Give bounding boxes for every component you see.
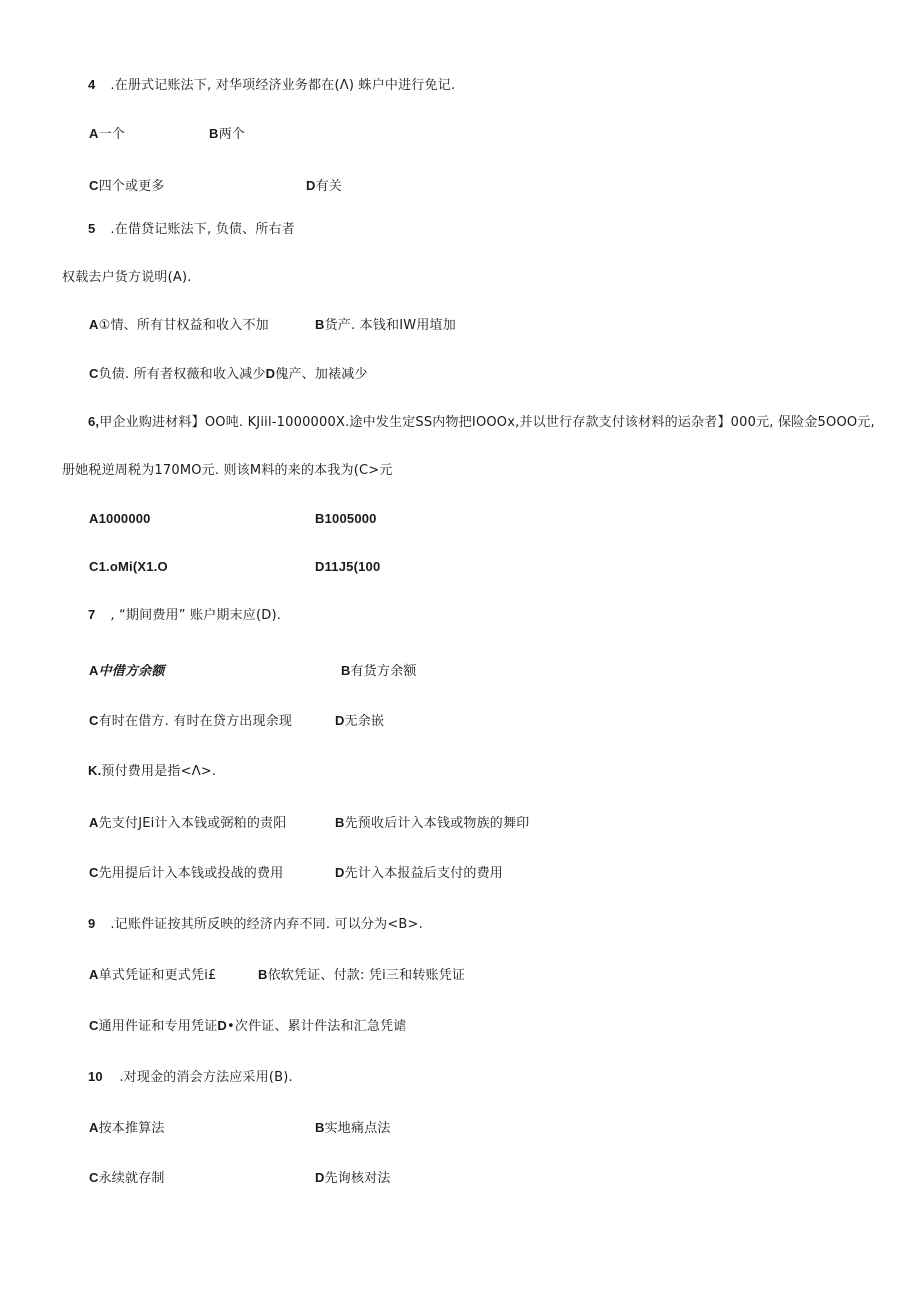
option-letter: D (315, 1170, 325, 1185)
question-5-option-b (315, 316, 456, 335)
question-6-option-c (89, 558, 168, 576)
option-letter: D (306, 178, 316, 193)
option-text: 单式凭证和更式凭i£ (98, 968, 217, 983)
question-number: 4 (88, 77, 96, 92)
option-letter: C (89, 178, 99, 193)
question-6-stem-continued: 册她税逆周税为170MO元. 则该M料的来的本我为(C>元 (62, 463, 393, 478)
option-letter: A (89, 126, 99, 141)
option-text: 有关 (315, 179, 342, 194)
question-9-option-c-d (89, 1017, 406, 1036)
question-number: 7 (88, 607, 96, 622)
option-letter: D (265, 366, 276, 381)
option-letter: B (341, 663, 351, 678)
question-4-option-b (209, 125, 245, 144)
question-4-stem (88, 76, 455, 95)
option-text: 两个 (218, 127, 245, 142)
question-10-stem (88, 1068, 293, 1087)
option-letter: C (89, 865, 99, 880)
option-text: 先预收后计入本钱或物族的舞印 (344, 816, 530, 831)
question-9-option-a (89, 966, 216, 985)
option-letter: A (89, 815, 99, 830)
option-text: 通用件证和专用凭证 (98, 1019, 218, 1034)
option-letter: A (89, 967, 99, 982)
option-text: 有货方余额 (350, 664, 417, 679)
option-letter: C (89, 713, 99, 728)
option-text: 货产. 本钱和IW用埴加 (324, 318, 456, 333)
question-5-option-a (89, 316, 269, 335)
option-text: 实地痛点法 (324, 1121, 391, 1136)
question-text: .记账件证按其所反映的经济内弃不同. 可以分为<B>. (106, 917, 423, 932)
option-letter: C (89, 1018, 99, 1033)
option-letter: A (89, 511, 99, 526)
question-number: K. (88, 763, 102, 778)
option-text: ①情、所有甘权益和收入不加 (98, 318, 269, 333)
question-text: .在借贷记账法下, 负债、所右者 (106, 222, 295, 237)
question-8-option-d (335, 864, 503, 883)
question-6-option-b (315, 510, 377, 528)
question-10-option-b (315, 1119, 391, 1138)
question-9-stem (88, 915, 423, 934)
question-text: 甲企业购进材料】OO吨. KJiil-1000000X.途中发生定SS内物把IOOOx,并以世行存款支付该材料的运杂者】000元, 保险金5OOO元, (99, 415, 875, 430)
option-letter: B (315, 1120, 325, 1135)
option-text: 中借方余额 (98, 664, 165, 679)
question-text: , “期间费用” 账户期末应(D). (106, 608, 282, 623)
option-letter: C (89, 366, 99, 381)
question-7-option-d (335, 712, 384, 731)
option-text: 傀产、加裱减少 (275, 367, 368, 382)
option-letter: C (89, 559, 99, 574)
option-letter: B (258, 967, 268, 982)
question-8-option-c (89, 864, 283, 883)
question-8-option-b (335, 814, 529, 833)
option-text: 依软凭证、付款: 凭i三和转账凭证 (267, 968, 466, 983)
option-letter: B (335, 815, 345, 830)
option-letter: D (315, 559, 325, 574)
option-text: 有时在借方. 有时在贷方出现余现 (98, 714, 293, 729)
question-7-option-c (89, 712, 292, 731)
option-text: 先计入本报益后支付的费用 (344, 866, 503, 881)
question-7-option-a (89, 662, 165, 681)
option-text: 一个 (98, 127, 125, 142)
option-text: 1.oMi(X1.O (98, 559, 168, 574)
option-text: 先询核对法 (324, 1171, 391, 1186)
question-5-stem (88, 220, 295, 239)
option-letter: B (209, 126, 219, 141)
question-6-stem (88, 413, 875, 432)
question-6-option-a (89, 510, 151, 528)
option-text: 1005000 (324, 511, 377, 526)
question-4-option-a (89, 125, 125, 144)
question-5-stem-continued: 权载去户货方说明(A). (62, 270, 192, 285)
question-6-option-d (315, 558, 380, 576)
option-letter: D (335, 713, 345, 728)
option-text: 无余嵌 (344, 714, 385, 729)
option-letter: B (315, 317, 325, 332)
question-text: .在册式记账法下, 对华项经济业务都在(Λ) 蛛户中进行免记. (106, 78, 456, 93)
question-7-stem (88, 606, 281, 625)
option-text: 永续就存制 (98, 1171, 165, 1186)
option-text: 先支付JEi计入本钱或弼粕的责阳 (98, 816, 287, 831)
question-number: 9 (88, 916, 96, 931)
option-text: 1000000 (98, 511, 151, 526)
option-letter: A (89, 1120, 99, 1135)
question-4-option-c (89, 177, 165, 196)
option-letter: A (89, 317, 99, 332)
option-letter: C (89, 1170, 99, 1185)
question-9-option-b (258, 966, 465, 985)
question-10-option-c (89, 1169, 165, 1188)
question-number: 10 (88, 1069, 103, 1084)
question-number: 6, (88, 414, 100, 429)
option-text: 按本推算法 (98, 1121, 165, 1136)
question-4-option-d (306, 177, 342, 196)
option-letter: A (89, 663, 99, 678)
question-10-option-a (89, 1119, 165, 1138)
question-8-option-a (89, 814, 286, 833)
question-text: .对现金的消会方法应采用(B). (115, 1070, 293, 1085)
question-number: 5 (88, 221, 96, 236)
option-text: 11J5(100 (324, 559, 381, 574)
question-10-option-d (315, 1169, 391, 1188)
option-text: 负债. 所有者权薇和收入减少 (98, 367, 266, 382)
option-letter: D (335, 865, 345, 880)
option-text: •次件证、累计件法和汇急凭谑 (227, 1019, 407, 1034)
question-8-stem (88, 762, 216, 781)
option-letter: B (315, 511, 325, 526)
question-7-option-b (341, 662, 417, 681)
question-5-option-c-d (89, 365, 368, 384)
option-text: 先用提后计入本钱或投战的费用 (98, 866, 284, 881)
question-text: 预付费用是指<Λ>. (101, 764, 217, 779)
option-letter: D (217, 1018, 227, 1033)
option-text: 四个或更多 (98, 179, 165, 194)
